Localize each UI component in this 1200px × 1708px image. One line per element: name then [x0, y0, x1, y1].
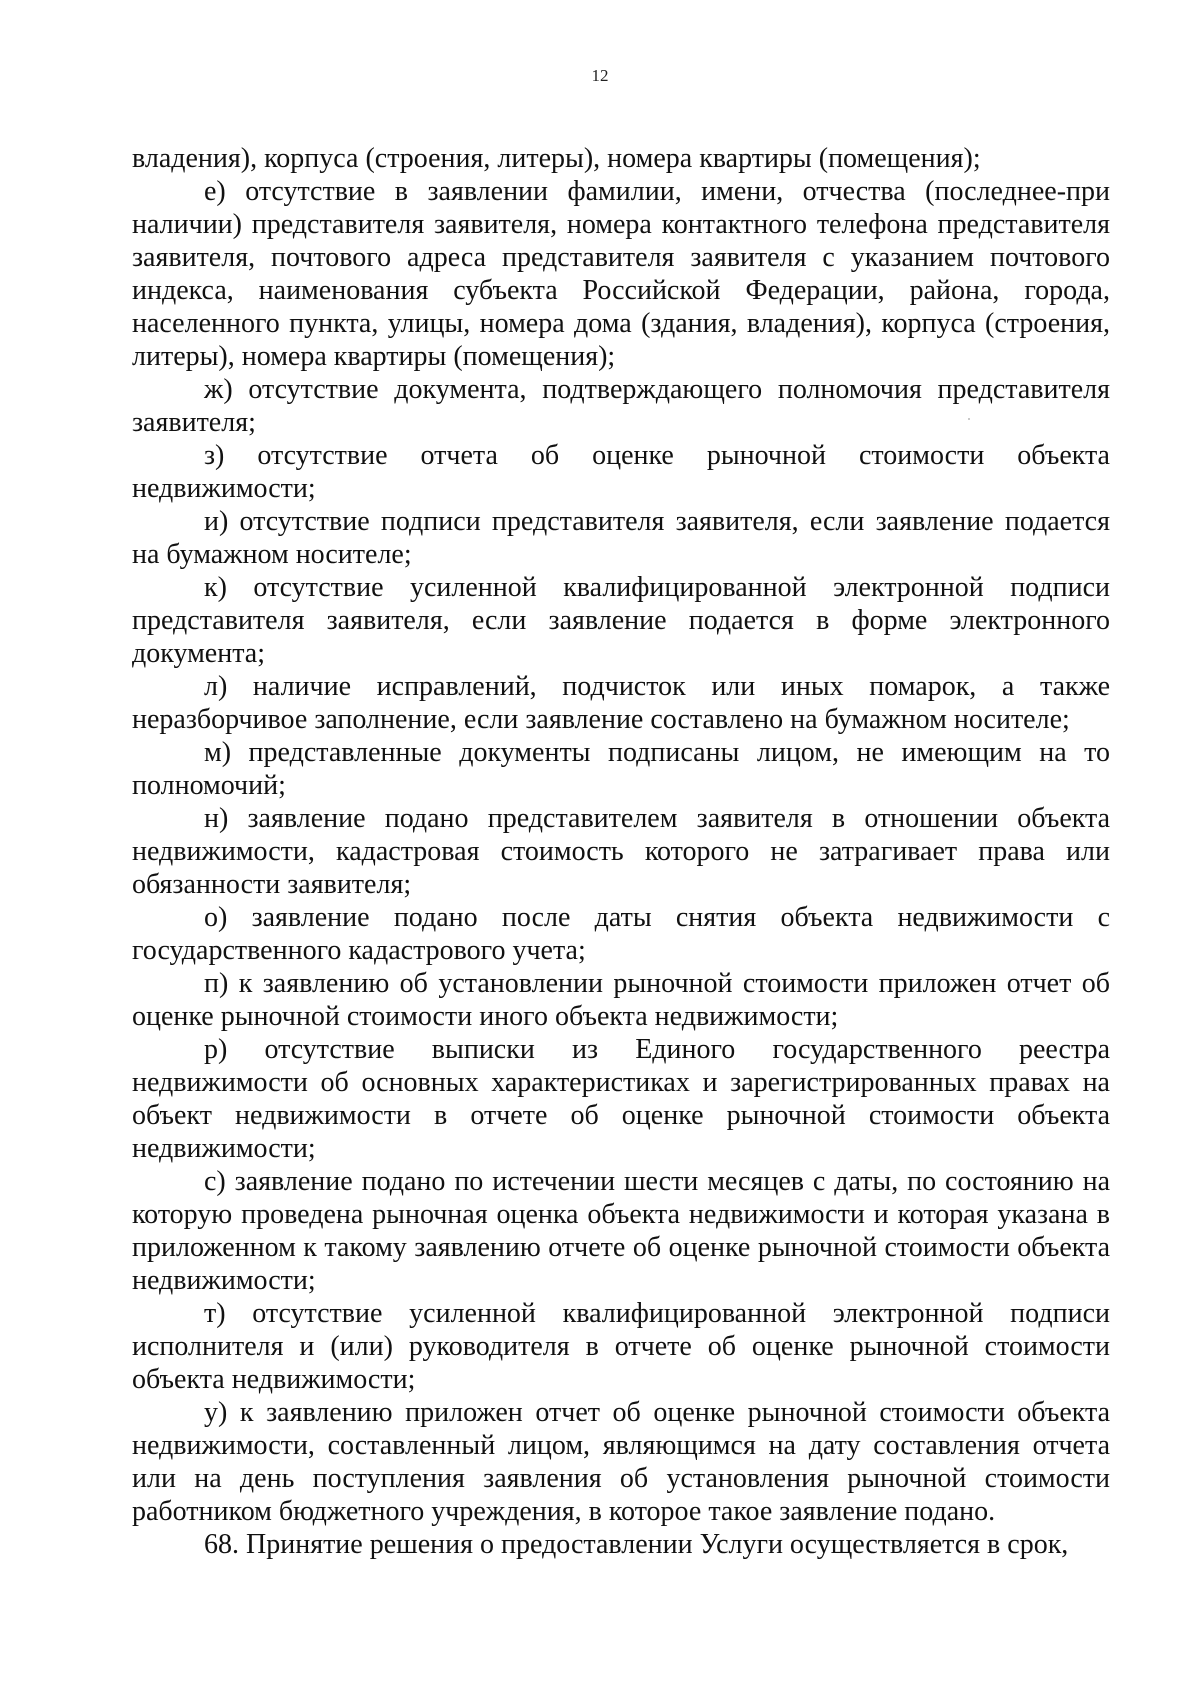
- paragraph-continuation: владения), корпуса (строения, литеры), номера квартиры (помещения);: [132, 143, 981, 174]
- paragraph-item-n: н) заявление подано представителем заявителя в отношении объекта недвижимости, кадастровая стоимость которого не затрагивает права или обязанности заявителя;: [132, 803, 1110, 900]
- paragraph-item-t: т) отсутствие усиленной квалифицированной электронной подписи исполнителя и (или) руководителя в отчете об оценке рыночной стоимости объекта недвижимости;: [132, 1298, 1110, 1395]
- document-body: [132, 142, 1110, 1561]
- paragraph-item-p: п) к заявлению об установлении рыночной стоимости приложен отчет об оценке рыночной стоимости иного объекта недвижимости;: [132, 968, 1110, 1032]
- paragraph-item-k: к) отсутствие усиленной квалифицированной электронной подписи представителя заявителя, если заявление подается в форме электронного документа;: [132, 572, 1110, 669]
- paragraph-item-r: р) отсутствие выписки из Единого государственного реестра недвижимости об основных характеристиках и зарегистрированных правах на объект недвижимости в отчете об оценке рыночной стоимости объекта недвижимости;: [132, 1034, 1110, 1164]
- scan-speck: [968, 418, 970, 420]
- paragraph-item-z: з) отсутствие отчета об оценке рыночной стоимости объекта недвижимости;: [132, 440, 1110, 504]
- paragraph-item-zh: ж) отсутствие документа, подтверждающего полномочия представителя заявителя;: [132, 374, 1110, 438]
- paragraph-clause-68: 68. Принятие решения о предоставлении Услуги осуществляется в срок,: [204, 1529, 1069, 1560]
- paragraph-item-s: с) заявление подано по истечении шести месяцев с даты, по состоянию на которую проведена рыночная оценка объекта недвижимости и которая указана в приложенном к такому заявлению отчете об оценке рыночной стоимости объекта недвижимости;: [132, 1166, 1110, 1296]
- paragraph-item-m: м) представленные документы подписаны лицом, не имеющим на то полномочий;: [132, 737, 1110, 801]
- paragraph-item-u: у) к заявлению приложен отчет об оценке рыночной стоимости объекта недвижимости, составленный лицом, являющимся на дату составления отчета или на день поступления заявления об установления рыночной стоимости работником бюджетного учреждения, в которое такое заявление подано.: [132, 1397, 1110, 1527]
- paragraph-item-l: л) наличие исправлений, подчисток или иных помарок, а также неразборчивое заполнение, если заявление составлено на бумажном носителе;: [132, 671, 1110, 735]
- paragraph-item-i: и) отсутствие подписи представителя заявителя, если заявление подается на бумажном носителе;: [132, 506, 1110, 570]
- paragraph-item-e: е) отсутствие в заявлении фамилии, имени, отчества (последнее-при наличии) представителя заявителя, номера контактного телефона представителя заявителя, почтового адреса представителя заявителя с указанием почтового индекса, наименования субъекта Российской Федерации, района, города, населенного пункта, улицы, номера дома (здания, владения), корпуса (строения, литеры), номера квартиры (помещения);: [132, 176, 1110, 372]
- page-number: 12: [591, 66, 609, 85]
- paragraph-item-o: о) заявление подано после даты снятия объекта недвижимости с государственного кадастрового учета;: [132, 902, 1110, 966]
